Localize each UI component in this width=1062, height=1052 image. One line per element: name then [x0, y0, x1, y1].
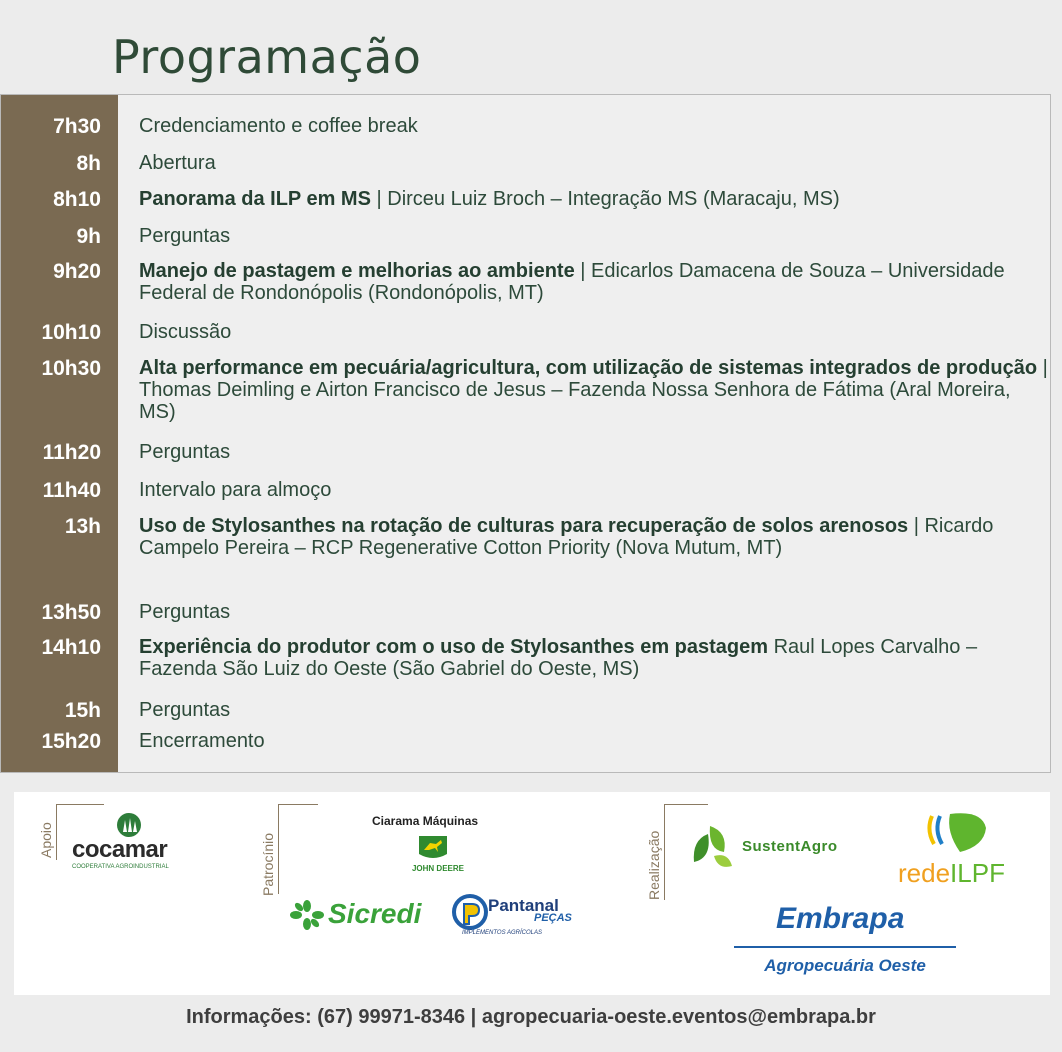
row-description — [139, 115, 1051, 137]
sicredi-text: Sicredi — [328, 898, 422, 929]
ciarama-name: Ciarama Máquinas — [372, 814, 479, 828]
row-detail: Intervalo para almoço — [139, 479, 332, 501]
cocamar-logo — [72, 812, 192, 872]
row-time: 15h — [64, 699, 101, 722]
rede-ilpf-icon — [924, 810, 994, 856]
row-description — [139, 321, 1051, 343]
row-detail: | Ricardo Campelo Pereira – RCP Regenerative Cotton Priority (Nova Mutum, MT) — [139, 515, 994, 559]
embrapa-text: Embrapa — [776, 902, 905, 935]
cocamar-tree-icon — [114, 812, 144, 838]
divider — [56, 804, 57, 860]
row-title: Alta performance em pecuária/agricultura, com utilização de sistemas integrados de produção — [139, 357, 1038, 379]
apoio-label: Apoio — [38, 822, 54, 858]
deer-icon — [416, 834, 450, 862]
sponsors-panel — [14, 792, 1050, 995]
row-time: 13h — [64, 515, 101, 538]
pantanal-subtitle: IMPLEMENTOS AGRÍCOLAS — [462, 930, 543, 936]
row-title: Uso de Stylosanthes na rotação de culturas para recuperação de solos arenosos — [139, 515, 909, 537]
sustentagro-logo — [684, 822, 884, 872]
john-deere-logo — [398, 834, 478, 880]
cocamar-name: cocamar — [72, 836, 168, 863]
row-description — [139, 357, 1051, 423]
row-title: Panorama da ILP em MS — [139, 188, 371, 210]
row-description — [139, 636, 1051, 680]
row-description — [139, 441, 1051, 463]
row-detail: Encerramento — [139, 730, 265, 752]
row-detail: Perguntas — [139, 441, 231, 463]
page-title: Programação — [112, 30, 422, 84]
row-description — [139, 479, 1051, 501]
row-description — [139, 225, 1051, 247]
row-detail: Discussão — [139, 321, 232, 343]
row-time: 13h50 — [41, 601, 101, 624]
divider — [664, 804, 708, 805]
sustentagro-text: SustentAgro — [742, 838, 838, 855]
row-time: 10h10 — [41, 321, 101, 344]
sicredi-icon — [290, 900, 324, 930]
row-time: 11h20 — [42, 441, 101, 464]
pecas-text: PEÇAS — [534, 912, 572, 924]
john-deere-text: JOHN DEERE — [411, 864, 464, 873]
rede-ilpf-text — [898, 858, 1005, 889]
row-detail: | Dirceu Luiz Broch – Integração MS (Maracaju, MS) — [370, 188, 840, 210]
row-time: 8h — [76, 152, 101, 175]
row-description — [139, 260, 1051, 304]
row-detail: Perguntas — [139, 699, 231, 721]
row-time: 14h10 — [41, 636, 101, 659]
embrapa-subtitle: Agropecuária Oeste — [764, 956, 926, 975]
row-time: 11h40 — [42, 479, 101, 502]
realizacao-label: Realização — [646, 830, 662, 900]
pantanal-text: Pantanal — [488, 896, 559, 915]
row-description — [139, 515, 1051, 559]
row-time: 8h10 — [53, 188, 101, 211]
row-detail: Raul Lopes Carvalho – Fazenda São Luiz do Oeste (São Gabriel do Oeste, MS) — [139, 636, 978, 680]
contact-info: Informações: (67) 99971-8346 | agropecuaria-oeste.eventos@embrapa.br — [186, 1006, 876, 1028]
row-title: Manejo de pastagem e melhorias ao ambiente — [139, 260, 575, 282]
rede-ilpf-logo — [898, 810, 1018, 890]
row-detail: Perguntas — [139, 225, 231, 247]
divider — [278, 804, 318, 805]
row-detail: | Edicarlos Damacena de Souza – Universidade Federal de Rondonópolis (Rondonópolis, MT) — [139, 260, 1005, 304]
ilpf-text: ILPF — [950, 858, 1005, 888]
pantanal-pecas-logo — [452, 894, 582, 940]
row-description — [139, 188, 1051, 210]
row-detail: Abertura — [139, 152, 216, 174]
divider — [664, 804, 665, 900]
leaf-icon — [684, 822, 736, 870]
row-description — [139, 699, 1051, 721]
pantanal-icon — [452, 894, 488, 930]
row-detail: | Thomas Deimling e Airton Francisco de Jesus – Fazenda Nossa Senhora de Fátima (Aral Moreira, MS) — [139, 357, 1048, 423]
cocamar-subtitle: COOPERATIVA AGROINDUSTRIAL — [72, 864, 169, 870]
row-time: 9h — [76, 225, 101, 248]
schedule-table — [0, 94, 1051, 773]
row-time: 10h30 — [41, 357, 101, 380]
row-title: Experiência do produtor com o uso de Stylosanthes em pastagem — [139, 636, 769, 658]
divider — [278, 804, 279, 894]
row-description — [139, 152, 1051, 174]
row-time: 15h20 — [41, 730, 101, 753]
rede-text: rede — [898, 858, 951, 888]
divider — [56, 804, 104, 805]
row-time: 9h20 — [53, 260, 101, 283]
row-time: 7h30 — [53, 115, 101, 138]
row-description — [139, 730, 1051, 752]
embrapa-underline — [734, 946, 956, 948]
patrocinio-label: Patrocínio — [260, 832, 276, 896]
row-description — [139, 601, 1051, 623]
row-detail: Credenciamento e coffee break — [139, 115, 418, 137]
sicredi-logo — [290, 898, 430, 932]
embrapa-logo — [734, 902, 960, 982]
row-detail: Perguntas — [139, 601, 231, 623]
